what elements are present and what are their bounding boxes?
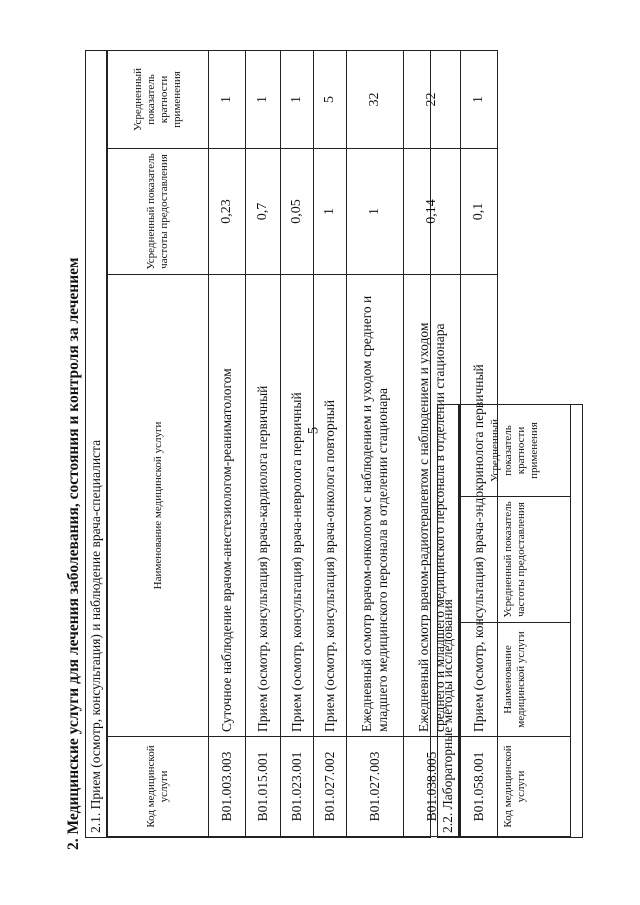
table2-header-row bbox=[460, 405, 571, 837]
service-multiplicity: 1 bbox=[246, 51, 281, 149]
service-frequency: 0,1 bbox=[461, 149, 498, 275]
service-code: B01.027.003 bbox=[347, 737, 404, 837]
service-code: B01.038.005 bbox=[404, 737, 461, 837]
service-multiplicity: 32 bbox=[347, 51, 404, 149]
lab-methods-table bbox=[459, 404, 571, 837]
service-name: Прием (осмотр, консультация) врача-кардиолога первичный bbox=[246, 275, 281, 737]
service-name: Ежедневный осмотр врачом-радиотерапевтом с наблюдением и уходом среднего и младшего медицинского персонала в отделении стационара bbox=[404, 275, 461, 737]
header-multiplicity: Усредненный показатель кратности применения bbox=[108, 51, 209, 149]
table-row bbox=[347, 51, 404, 837]
table2-subtitle: 2.2. Лабораторные методы исследования bbox=[438, 405, 459, 837]
table1-subtitle: 2.1. Прием (осмотр, консультация) и наблюдение врача-специалиста bbox=[86, 51, 107, 837]
service-name: Прием (осмотр, консультация) врача-невролога первичный bbox=[281, 275, 314, 737]
service-frequency: 0,05 bbox=[281, 149, 314, 275]
service-name: Суточное наблюдение врачом-анестезиологом-реаниматологом bbox=[209, 275, 246, 737]
service-code: B01.003.003 bbox=[209, 737, 246, 837]
service-multiplicity: 22 bbox=[404, 51, 461, 149]
header-name: Наименование медицинской услуги bbox=[460, 623, 571, 737]
header-multiplicity: Усредненный показатель кратности применения bbox=[460, 405, 571, 497]
service-multiplicity: 1 bbox=[281, 51, 314, 149]
service-frequency: 0,7 bbox=[246, 149, 281, 275]
section-title: 2. Медицинские услуги для лечения заболевания, состояния и контроля за лечением bbox=[65, 257, 82, 850]
header-name: Наименование медицинской услуги bbox=[108, 275, 209, 737]
service-frequency: 1 bbox=[347, 149, 404, 275]
service-code: B01.023.001 bbox=[281, 737, 314, 837]
table-row bbox=[209, 51, 246, 837]
service-code: B01.027.002 bbox=[314, 737, 347, 837]
table1-header-row bbox=[108, 51, 209, 837]
service-name: Прием (осмотр, консультация) врача-онколога повторный bbox=[314, 275, 347, 737]
content bbox=[63, 50, 583, 850]
service-code: B01.058.001 bbox=[461, 737, 498, 837]
rotated-page-content bbox=[63, 50, 583, 850]
service-multiplicity: 1 bbox=[461, 51, 498, 149]
table-row bbox=[281, 51, 314, 837]
table-row bbox=[314, 51, 347, 837]
service-multiplicity: 1 bbox=[209, 51, 246, 149]
service-multiplicity: 5 bbox=[314, 51, 347, 149]
page-number: 5 bbox=[305, 426, 322, 435]
service-name: Ежедневный осмотр врачом-онкологом с наблюдением и уходом среднего и младшего медицинского персонала в отделении стационара bbox=[347, 275, 404, 737]
service-frequency: 0,14 bbox=[404, 149, 461, 275]
header-code: Код медицинской услуги bbox=[108, 737, 209, 837]
header-code: Код медицинской услуги bbox=[460, 737, 571, 837]
header-frequency: Усредненный показатель частоты предоставления bbox=[108, 149, 209, 275]
table-row bbox=[246, 51, 281, 837]
lab-methods-table-block bbox=[437, 404, 583, 838]
service-frequency: 0,23 bbox=[209, 149, 246, 275]
header-frequency: Усредненный показатель частоты предоставления bbox=[460, 497, 571, 623]
service-frequency: 1 bbox=[314, 149, 347, 275]
service-name: Прием (осмотр, консультация) врача-эндокринолога первичный bbox=[461, 275, 498, 737]
service-code: B01.015.001 bbox=[246, 737, 281, 837]
